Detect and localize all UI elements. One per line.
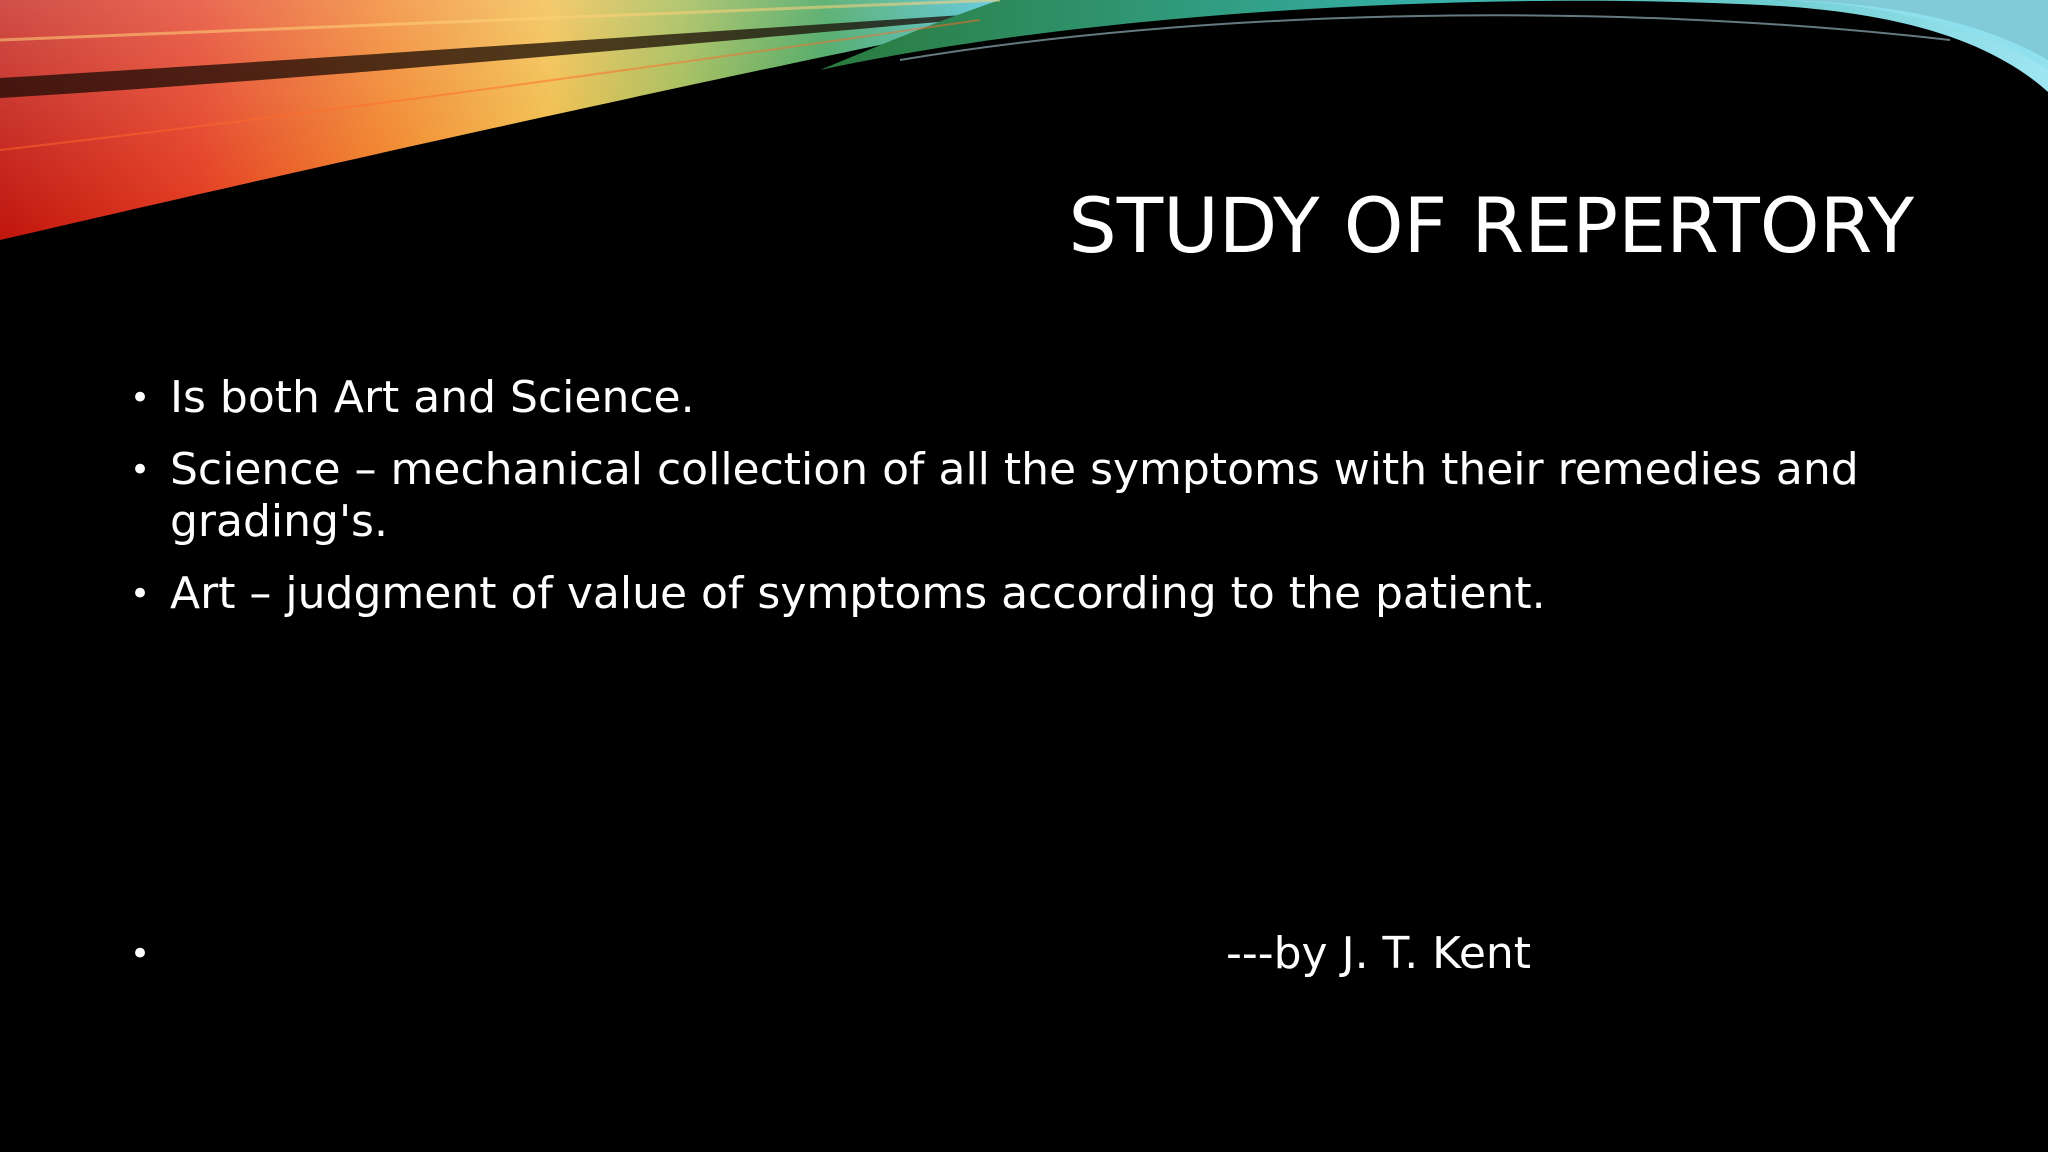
bullet-item — [128, 444, 1928, 548]
bullet-text: Is both Art and Science. — [170, 372, 695, 423]
bullet-text: Science – mechanical collection of all the symptoms with their remedies and grading's. — [170, 444, 1859, 547]
quote-attribution: ---by J. T. Kent — [1226, 928, 1532, 979]
bullet-marker: • — [130, 574, 151, 614]
bullet-text: Art – judgment of value of symptoms according to the patient. — [170, 568, 1546, 619]
bullet-marker: • — [130, 934, 151, 974]
slide-title: STUDY OF REPERTORY — [1068, 181, 1914, 270]
bullet-marker: • — [130, 378, 151, 418]
bullet-item — [128, 372, 1928, 424]
bullet-marker: • — [130, 450, 151, 490]
bullet-item — [128, 568, 1928, 620]
quote-bullet — [128, 928, 1928, 984]
bullet-list — [128, 372, 1928, 640]
